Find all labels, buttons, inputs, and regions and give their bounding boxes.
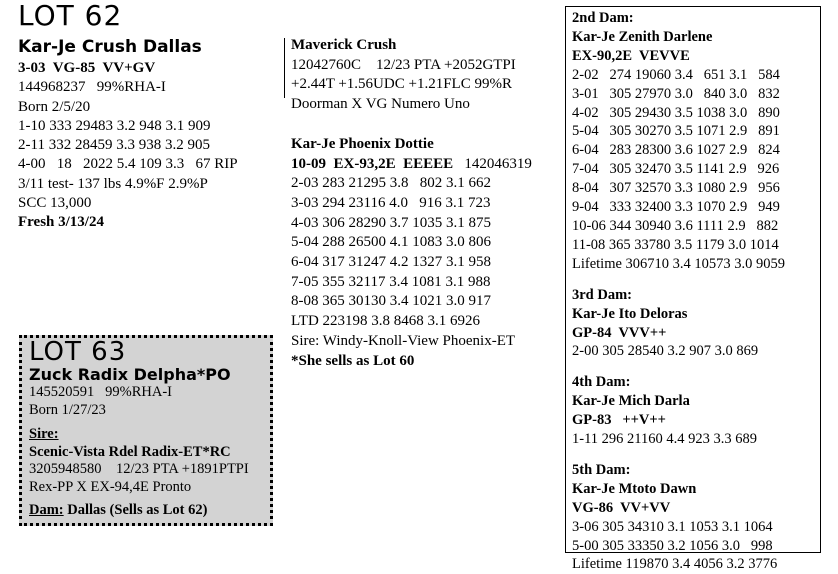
column-divider — [284, 38, 285, 98]
dam4-record: 1-11 296 21160 4.4 923 3.3 689 — [572, 431, 758, 448]
dam2-record: 5-04 305 30270 3.5 1071 2.9 891 — [572, 123, 780, 140]
sire-name: Maverick Crush — [291, 37, 397, 53]
dam2-record: 6-04 283 28300 3.6 1027 2.9 824 — [572, 142, 780, 159]
lot63-sire-label: Sire: — [29, 426, 59, 443]
dam4-classification: GP-83 ++V++ — [572, 412, 666, 429]
dam2-record: 8-04 307 32570 3.3 1080 2.9 956 — [572, 180, 780, 197]
dam3-record: 2-00 305 28540 3.2 907 3.0 869 — [572, 343, 759, 360]
lot62-cow-name: Kar-Je Crush Dallas — [18, 37, 202, 57]
dam4-name: Kar-Je Mich Darla — [572, 393, 690, 410]
dam-name: Kar-Je Phoenix Dottie — [291, 135, 434, 152]
lot63-born: Born 1/27/23 — [29, 401, 106, 418]
dam2-record: 2-02 274 19060 3.4 651 3.1 584 — [572, 66, 780, 83]
lot62-title: LOT 62 — [18, 0, 123, 32]
dam2-classification: EX-90,2E VEVVE — [572, 47, 690, 64]
lot63-box — [19, 335, 273, 526]
lot63-sire-pedigree: Rex-PP X EX-94,4E Pronto — [29, 478, 192, 495]
sire-pedigree: Doorman X VG Numero Uno — [291, 96, 470, 113]
dam3-name: Kar-Je Ito Deloras — [572, 305, 688, 322]
lot62-record: 2-11 332 28459 3.3 938 3.2 905 — [18, 137, 210, 154]
dam3-classification: GP-84 VVV++ — [572, 324, 667, 341]
dam2-heading: 2nd Dam: — [572, 10, 634, 26]
dam-record: 2-03 283 21295 3.8 802 3.1 662 — [291, 175, 491, 192]
lot62-test: 3/11 test- 137 lbs 4.9%F 2.9%P — [18, 175, 208, 192]
lot63-title: LOT 63 — [29, 337, 127, 367]
dam2-lifetime: Lifetime 306710 3.4 10573 3.0 9059 — [572, 255, 786, 272]
dam-sire: Sire: Windy-Knoll-View Phoenix-ET — [291, 332, 516, 349]
lot62-block — [18, 2, 238, 233]
dam-record: 3-03 294 23116 4.0 916 3.1 723 — [291, 194, 491, 211]
dam5-lifetime: Lifetime 119870 3.4 4056 3.2 3776 — [572, 556, 778, 573]
dam5-classification: VG-86 VV+VV — [572, 499, 671, 516]
dam2-record: 7-04 305 32470 3.5 1141 2.9 926 — [572, 161, 780, 178]
dam-classification: 10-09 EX-93,2E EEEEE — [291, 155, 454, 172]
dam-classification-row — [291, 155, 532, 175]
dam-record: 4-03 306 28290 3.7 1035 3.1 875 — [291, 214, 491, 231]
lot62-fresh-date: Fresh 3/13/24 — [18, 214, 104, 231]
ancestor-dams-box — [565, 6, 821, 573]
lot63-cow-name: Zuck Radix Delpha*PO — [29, 365, 231, 384]
dam2-name: Kar-Je Zenith Darlene — [572, 28, 713, 45]
sire-pta: 12042760C 12/23 PTA +2052GTPI — [291, 56, 516, 73]
dam2-record: 11-08 365 33780 3.5 1179 3.0 1014 — [572, 236, 779, 253]
dam5-name: Kar-Je Mtoto Dawn — [572, 480, 697, 497]
dam-record: 5-04 288 26500 4.1 1083 3.0 806 — [291, 234, 491, 251]
lot63-dam-text: Dallas (Sells as Lot 62) — [67, 501, 208, 518]
dam-record: 8-08 365 30130 3.4 1021 3.0 917 — [291, 293, 491, 310]
dam-registration: 142046319 — [464, 155, 532, 172]
lot63-dam-row — [29, 502, 249, 520]
dam5-heading: 5th Dam: — [572, 461, 631, 478]
dam2-record: 9-04 333 32400 3.3 1070 2.9 949 — [572, 199, 780, 216]
dam-record: 7-05 355 32117 3.4 1081 3.1 988 — [291, 273, 491, 290]
lot63-sire-pta: 3205948580 12/23 PTA +1891PTPI — [29, 461, 249, 478]
dam-sells-note: *She sells as Lot 60 — [291, 352, 415, 369]
lot62-record: 4-00 18 2022 5.4 109 3.3 67 RIP — [18, 156, 238, 173]
lot63-dam-label: Dam: — [29, 501, 64, 518]
dam5-record: 5-00 305 33350 3.2 1056 3.0 998 — [572, 537, 773, 554]
lot62-born: Born 2/5/20 — [18, 98, 91, 115]
dam-record: 6-04 317 31247 4.2 1327 3.1 958 — [291, 254, 491, 271]
sire-traits: +2.44T +1.56UDC +1.21FLC 99%R — [291, 76, 512, 93]
lot62-record: 1-10 333 29483 3.2 948 3.1 909 — [18, 117, 211, 134]
lot62-classification: 3-03 VG-85 VV+GV — [18, 60, 156, 76]
dam2-record: 3-01 305 27970 3.0 840 3.0 832 — [572, 85, 780, 102]
lot62-registration: 144968237 99%RHA-I — [18, 79, 166, 96]
pedigree-block — [291, 36, 532, 371]
dam2-record: 4-02 305 29430 3.5 1038 3.0 890 — [572, 104, 780, 121]
dam2-record: 10-06 344 30940 3.6 1111 2.9 882 — [572, 217, 779, 234]
lot63-sire-name: Scenic-Vista Rdel Radix-ET*RC — [29, 443, 231, 460]
dam3-heading: 3rd Dam: — [572, 286, 633, 303]
lot62-scc: SCC 13,000 — [18, 195, 92, 212]
dam-lifetime: LTD 223198 3.8 8468 3.1 6926 — [291, 313, 481, 330]
lot63-registration: 145520591 99%RHA-I — [29, 384, 172, 400]
dam4-heading: 4th Dam: — [572, 374, 631, 391]
dam5-record: 3-06 305 34310 3.1 1053 3.1 1064 — [572, 518, 773, 535]
